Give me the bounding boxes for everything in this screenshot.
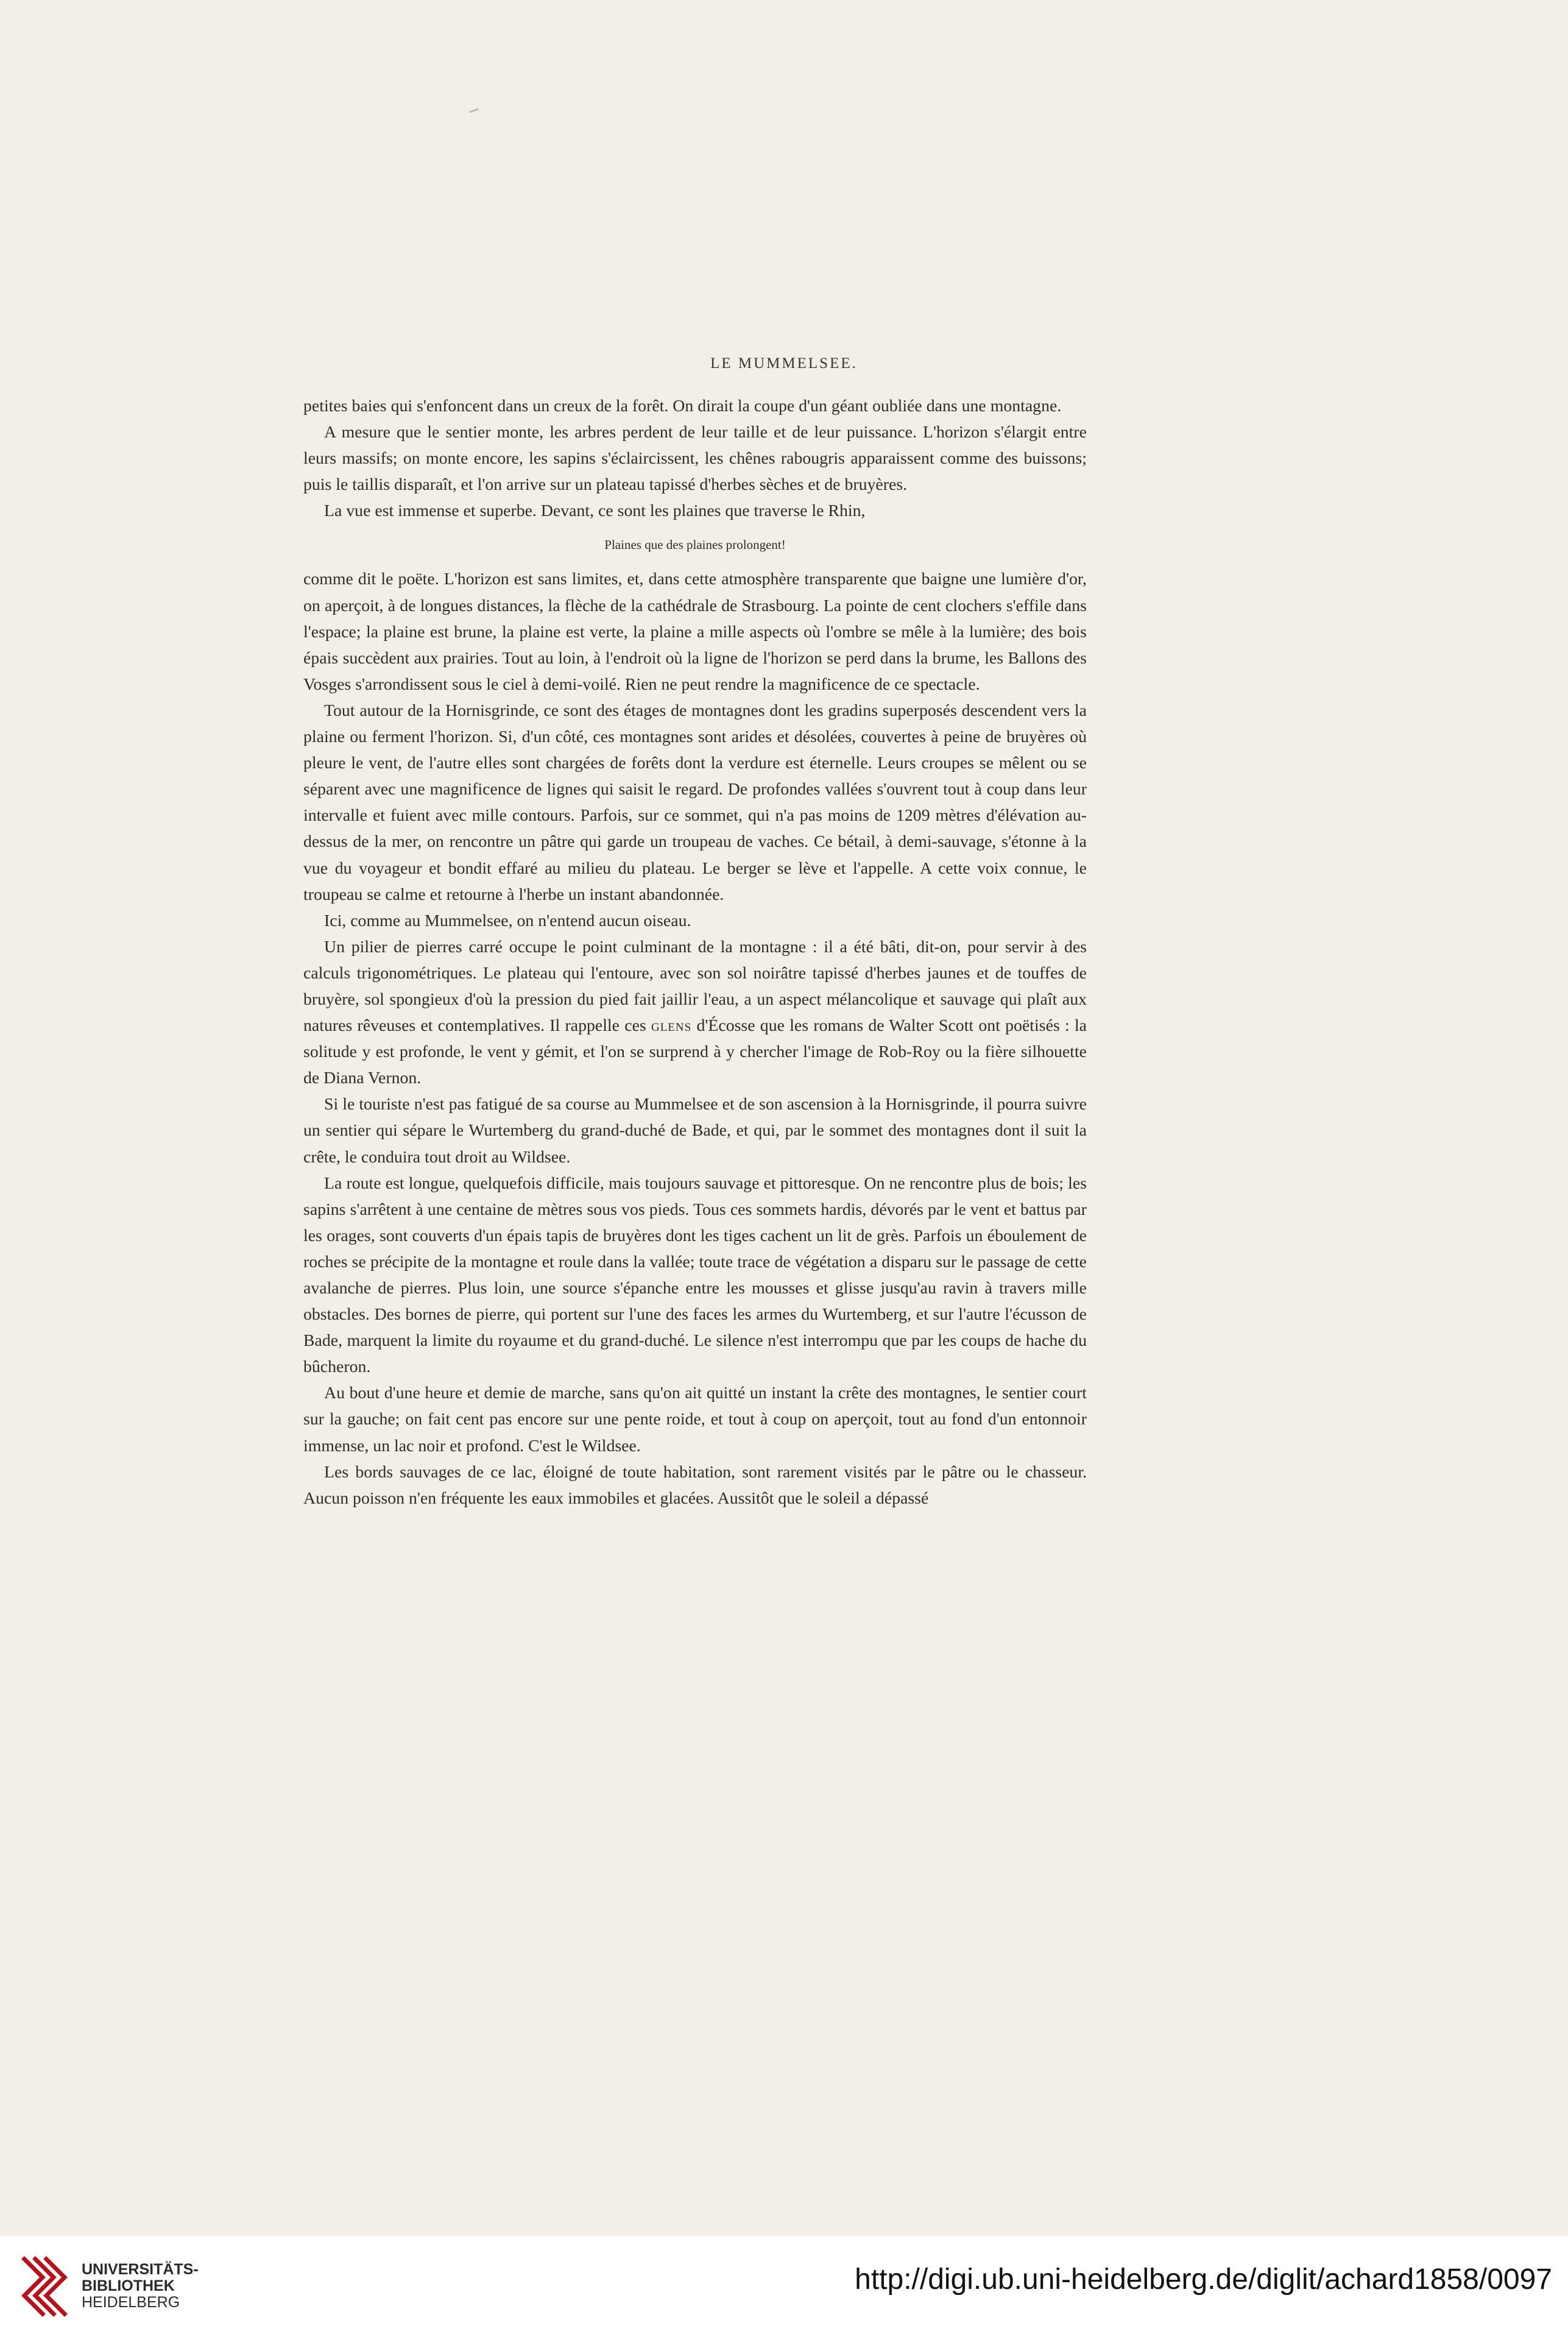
paragraph: La route est longue, quelquefois difficile, mais toujours sauvage et pittoresque. On ne rencontre plus de bois; les sapins s'arrêtent à une centaine de mètres sous vos pieds. Tous ces sommets hardis, dévorés par le vent et battus par les orages, sont couverts d'un épais tapis de bruyères dont les tiges cachent un lit de grès. Parfois un éboulement de roches se précipite de la montagne et roule dans la vallée; toute trace de végétation a disparu sur le passage de cette avalanche de pierres. Plus loin, une source s'épanche entre les mousses et glisse jusqu'au ravin à travers mille obstacles. Des bornes de pierre, qui portent sur l'une des faces les armes du Wurtemberg, et sur l'autre l'écusson de Bade, marquent la limite du royaume et du grand-duché. Le silence n'est interrompu que par les coups de hache du bûcheron. xyxy=(303,1173,1087,1377)
paragraph: Tout autour de la Hornisgrinde, ce sont des étages de montagnes dont les gradins superposés descendent vers la plaine ou ferment l'horizon. Si, d'un côté, ces montagnes sont arides et désolées, couvertes à peine de bruyères où pleure le vent, de l'autre elles sont chargées de forêts dont la verdure est éternelle. Leurs croupes se mêlent ou se séparent avec une magnificence de lignes qui saisit le regard. De profondes vallées s'ouvrent tout à coup dans leur intervalle et fuient avec mille contours. Parfois, sur ce sommet, qui n'a pas moins de 1209 mètres d'élévation au-dessus de la mer, on rencontre un pâtre qui garde un troupeau de vaches. Ce bétail, à demi-sauvage, s'étonne à la vue du voyageur et bondit effaré au milieu du plateau. Le berger se lève et l'appelle. A cette voix connue, le troupeau se calme et retourne à l'herbe un instant abandonnée. xyxy=(303,701,1087,904)
text-run: d'Écosse que les romans de Walter Scott ont poëtisés : la solitude y est profonde, le vent y gémit, et l'on se surprend à y chercher l'image de Rob-Roy ou la fière silhouette de Diana Vernon. xyxy=(303,1016,1087,1088)
stray-mark xyxy=(469,108,479,113)
library-name-line: BIBLIOTHEK xyxy=(82,2277,175,2294)
text-run: Un pilier de pierres carré occupe le point culminant de la montagne : il a été bâti, dit-on, pour servir à des calculs trigonométriques. Le plateau qui l'entoure, avec son sol noirâtre tapissé d'herbes jaunes et de touffes de bruyère, sol spongieux d'où la pression du pied fait jaillir l'eau, a un aspect mélancolique et sauvage qui plaît aux natures rêveuses et contemplatives. Il rappelle ces xyxy=(303,937,1087,1036)
paragraph: petites baies qui s'enfoncent dans un creux de la forêt. On dirait la coupe d'un géant oubliée dans une montagne. xyxy=(303,397,1062,415)
paragraph: Les bords sauvages de ce lac, éloigné de toute habitation, sont rarement visités par le pâtre ou le chasseur. Aucun poisson n'en fréquente les eaux immobiles et glacées. Aussitôt que le soleil a dépassé xyxy=(303,1462,1087,1508)
paragraph: Au bout d'une heure et demie de marche, sans qu'on ait quitté un instant la crête des montagnes, le sentier court sur la gauche; on fait cent pas encore sur une pente roide, et tout à coup on aperçoit, tout au fond d'un entonnoir immense, un lac noir et profond. C'est le Wildsee. xyxy=(303,1384,1087,1455)
body-text xyxy=(303,393,1087,1512)
running-head: LE MUMMELSEE. xyxy=(710,355,858,372)
small-caps-word: glens xyxy=(651,1016,692,1036)
footer-bar xyxy=(0,2236,1568,2348)
library-logo-icon xyxy=(18,2252,73,2331)
source-url-link[interactable]: http://digi.ub.uni-heidelberg.de/diglit/achard1858/0097 xyxy=(855,2263,1552,2296)
library-name xyxy=(82,2261,199,2311)
library-name-line: UNIVERSITÄTS- xyxy=(82,2261,199,2278)
paragraph: comme dit le poëte. L'horizon est sans limites, et, dans cette atmosphère transparente que baigne une lumière d'or, on aperçoit, à de longues distances, la flèche de la cathédrale de Strasbourg. La pointe de cent clochers s'effile dans l'espace; la plaine est brune, la plaine est verte, la plaine a mille aspects où l'ombre se mêle à la lumière; des bois épais succèdent aux prairies. Tout au loin, à l'endroit où la ligne de l'horizon se perd dans la brume, les Ballons des Vosges s'arrondissent sous le ciel à demi-voilé. Rien ne peut rendre la magnificence de ce spectacle. xyxy=(303,570,1087,694)
verse-quote: Plaines que des plaines prolongent! xyxy=(604,537,786,553)
paragraph: Ici, comme au Mummelsee, on n'entend aucun oiseau. xyxy=(324,911,691,930)
paragraph: La vue est immense et superbe. Devant, ce sont les plaines que traverse le Rhin, xyxy=(324,501,866,521)
paragraph: Si le touriste n'est pas fatigué de sa course au Mummelsee et de son ascension à la Hornisgrinde, il pourra suivre un sentier qui sépare le Wurtemberg du grand-duché de Bade, et qui, par le sommet des montagnes dont il suit la crête, le conduira tout droit au Wildsee. xyxy=(303,1095,1087,1167)
library-name-line: HEIDELBERG xyxy=(82,2294,180,2311)
paragraph: A mesure que le sentier monte, les arbres perdent de leur taille et de leur puissance. L'horizon s'élargit entre leurs massifs; on monte encore, les sapins s'éclaircissent, les chênes rabougris apparaissent comme des buissons; puis le taillis disparaît, et l'on arrive sur un plateau tapissé d'herbes sèches et de bruyères. xyxy=(303,423,1087,495)
paragraph-glens xyxy=(303,934,1087,1092)
